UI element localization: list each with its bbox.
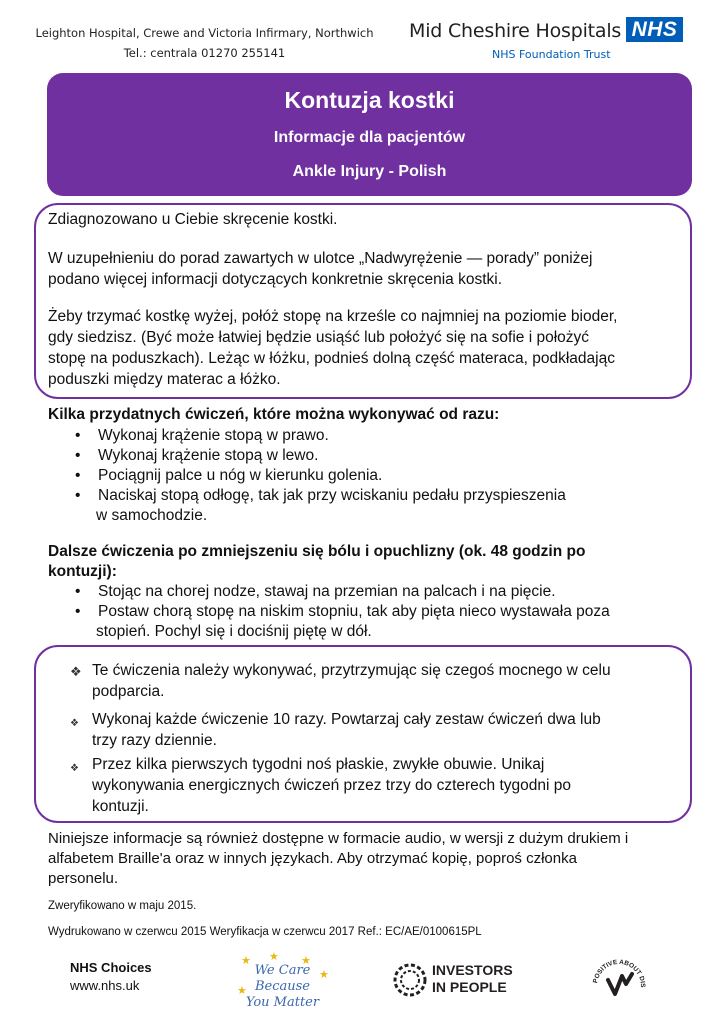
exercises-later-heading-line2: kontuzji): [48, 563, 117, 580]
exercises-now-list [48, 426, 566, 506]
laurel-icon [392, 962, 428, 998]
we-care-line3: You Matter [245, 995, 320, 1010]
list-item: • Postaw chorą stopę na niskim stopniu, tak aby pięta nieco wystawała poza [48, 602, 610, 622]
pad-badge-icon [588, 950, 650, 1012]
exercises-later-heading-line1: Dalsze ćwiczenia po zmniejszeniu się bólu i opuchlizny (ok. 48 godzin po [48, 543, 586, 560]
intro-para2-line1: W uzupełnieniu do porad zawartych w ulotce „Nadwyrężenie — porady” poniżej [48, 250, 593, 267]
list-item: • Naciskaj stopą odłogę, tak jak przy wciskaniu pedału przyspieszenia [48, 486, 566, 506]
we-care-logo: ★ ★ ★ ★ ★ We Care Because You Matter [237, 950, 329, 1010]
intro-para3-line2: gdy siedzisz. (Być może łatwiej będzie usiąść lub położyć się na sofie i położyć [48, 329, 590, 346]
note-text-line: Przez kilka pierwszych tygodni noś płaskie, zwykłe obuwie. Unikaj [92, 756, 545, 773]
language-label: Ankle Injury - Polish [292, 163, 447, 180]
list-item: • Stojąc na chorej nodze, stawaj na przemian na palcach i na pięcie. [48, 582, 610, 602]
intro-para2-line2: podano więcej informacji dotyczących konkretnie skręcenia kostki. [48, 271, 503, 288]
exercises-later-list [48, 582, 610, 622]
note-text-line: wykonywania energicznych ćwiczeń przez trzy do czterech tygodni po [92, 777, 572, 794]
list-item: • Wykonaj krążenie stopą w lewo. [48, 446, 566, 466]
we-care-line1: We Care [254, 963, 311, 978]
title-banner [47, 73, 692, 196]
formats-line1: Niniejsze informacje są również dostępne w formacie audio, w wersji z dużym drukiem i [48, 830, 629, 847]
intro-para3-line1: Żeby trzymać kostkę wyżej, połóż stopę na krześle co najmniej na poziomie bioder, [48, 308, 618, 325]
hospital-names: Leighton Hospital, Crewe and Victoria Infirmary, Northwich [35, 26, 374, 40]
page-title: Kontuzja kostki [284, 87, 455, 113]
brand-trust: NHS Foundation Trust [492, 48, 611, 61]
list-item-continuation: stopień. Pochyl się i dociśnij piętę w dół. [96, 623, 372, 640]
intro-para3-line3: stopę na poduszkach). Leżąc w łóżku, podnieś dolną część materaca, podkładając [48, 350, 615, 367]
hospital-phone: Tel.: centrala 01270 255141 [123, 46, 286, 60]
verified-date: Zweryfikowano w maju 2015. [48, 900, 197, 912]
brand-name: Mid Cheshire Hospitals [409, 20, 622, 42]
nhs-choices-label: NHS Choices [70, 960, 152, 975]
list-item: • Pociągnij palce u nóg w kierunku golenia. [48, 466, 566, 486]
nhs-choices-url[interactable]: www.nhs.uk [70, 978, 140, 993]
page-subtitle: Informacje dla pacjentów [273, 129, 466, 146]
exercises-now-heading: Kilka przydatnych ćwiczeń, które można wykonywać od razu: [48, 406, 500, 423]
print-reference: Wydrukowano w czerwcu 2015 Weryfikacja w czerwcu 2017 Ref.: EC/AE/0100615PL [48, 926, 482, 938]
iip-line2: IN PEOPLE [432, 979, 507, 995]
formats-line3: personelu. [48, 870, 119, 887]
diamond-bullet-icon: ❖ [70, 718, 79, 729]
svg-text:POSITIVE ABOUT DISABLED PEOPLE: POSITIVE ABOUT DIS [592, 958, 647, 988]
note-text-line: podparcia. [92, 683, 165, 700]
note-text-line: Wykonaj każde ćwiczenie 10 razy. Powtarzaj cały zestaw ćwiczeń dwa lub [92, 711, 601, 728]
list-item-continuation: w samochodzie. [96, 507, 208, 524]
nhs-logo: NHS [626, 17, 683, 42]
positive-about-disabled-people-logo [588, 950, 650, 1012]
diamond-bullet-icon: ❖ [70, 763, 79, 774]
note-text-line: kontuzji. [92, 798, 149, 815]
intro-diagnosis: Zdiagnozowano u Ciebie skręcenie kostki. [48, 211, 338, 228]
diamond-bullet-icon: ❖ [70, 664, 82, 679]
iip-line1: INVESTORS [432, 962, 513, 978]
note-text-line: trzy razy dziennie. [92, 732, 217, 749]
note-text-line: Te ćwiczenia należy wykonywać, przytrzymując się czegoś mocnego w celu [92, 662, 611, 679]
intro-para3-line4: poduszki między materac a łóżko. [48, 371, 281, 388]
nhs-choices [70, 960, 152, 993]
formats-line2: alfabetem Braille'a oraz w innych językach. Aby otrzymać kopię, poproś członka [48, 850, 577, 867]
trust-brand [409, 20, 622, 61]
we-care-line2: Because [254, 979, 310, 994]
investors-in-people-logo [392, 958, 527, 1002]
list-item: • Wykonaj krążenie stopą w prawo. [48, 426, 566, 446]
